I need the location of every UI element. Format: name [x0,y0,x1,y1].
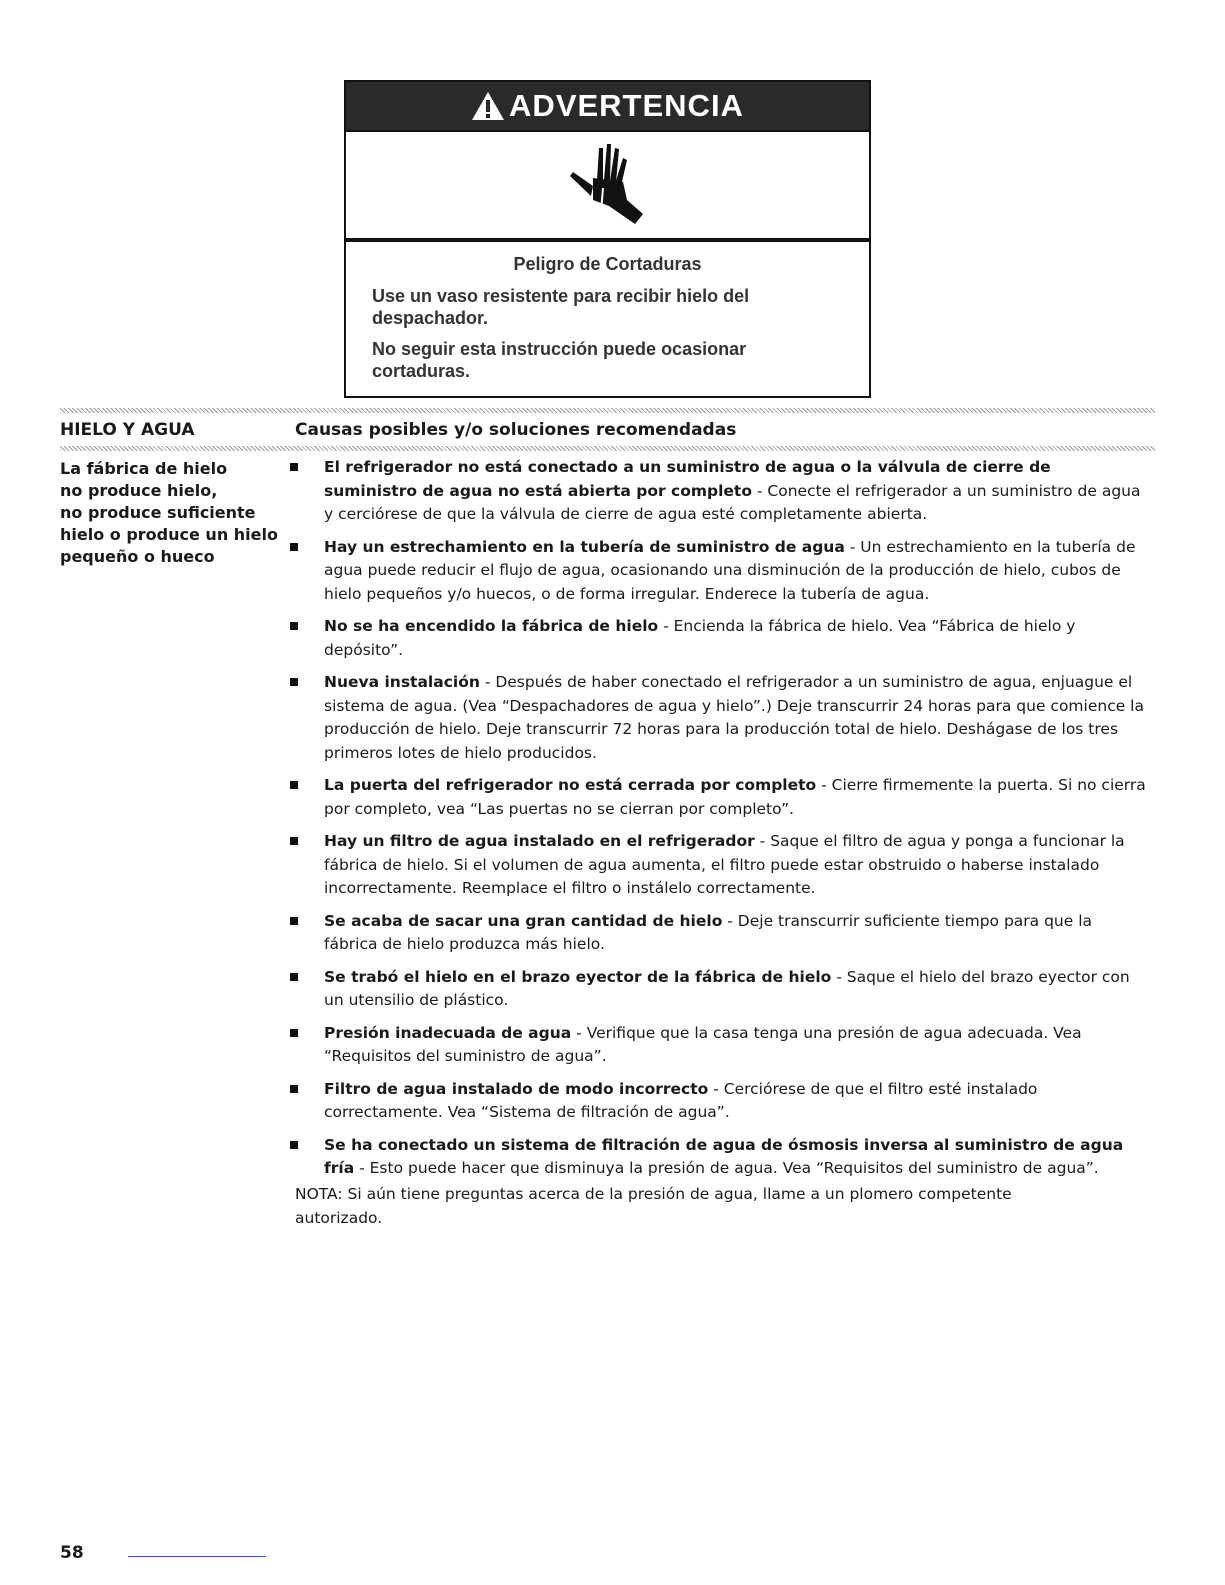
bullet-icon [290,917,298,925]
warning-triangle-icon [471,91,505,121]
causes-list [286,456,1146,1190]
bullet-icon [290,543,298,551]
bullet-icon [290,463,298,471]
symptom-line: pequeño o hueco [60,547,215,566]
cause-lead: Presión inadecuada de agua [324,1023,572,1042]
causes-heading: Causas posibles y/o soluciones recomendadas [295,420,737,440]
cause-lead: Nueva instalación [324,673,480,691]
cause-text: - Cerciórese de que el filtro esté instalado correctamente. Vea “Sistema de filtración de agua”. [324,1079,1038,1121]
hand-cut-icon [563,140,653,230]
cause-text: - Después de haber conectado el refrigerador a un suministro de agua, enjuague el sistema de agua. (Vea “Despachadores de agua y hielo”.) Deje transcurrir 24 horas para que comience la producción de hielo. Deje transcurrir 72 horas para la producción total de hielo. Deshágase de los tres primeros lotes de hielo producidos. [324,673,1144,762]
bullet-icon [290,1029,298,1037]
cause-item [286,966,1146,1013]
header-bottom-rule [60,446,1155,451]
cause-lead: Se ha conectado un sistema de filtración de agua de ósmosis inversa al suministro de agua fría [324,1135,1124,1177]
cause-lead: El refrigerador no está conectado a un suministro de agua o la válvula de cierre de suministro de agua no está abierta por completo [324,458,1051,500]
cause-item [286,1078,1146,1125]
cause-text: - Deje transcurrir suficiente tiempo para que la fábrica de hielo produzca más hielo. [324,911,1093,953]
cause-item [286,536,1146,607]
cause-lead: No se ha encendido la fábrica de hielo [324,617,659,635]
cause-text: - Verifique que la casa tenga una presión de agua adecuada. Vea “Requisitos del suministro de agua”. [324,1023,1082,1065]
cause-lead: La puerta del refrigerador no está cerrada por completo [324,776,817,794]
cause-text: - Saque el filtro de agua y ponga a funcionar la fábrica de hielo. Si el volumen de agua aumenta, el filtro puede estar obstruido o haberse instalado incorrectamente. Reemplace el filtro o instálelo correctamente. [324,832,1125,897]
symptom-text [60,458,285,568]
cause-item [286,671,1146,765]
cause-item [286,774,1146,821]
cause-text: - Saque el hielo del brazo eyector con un utensilio de plástico. [324,967,1130,1009]
cause-text: - Conecte el refrigerador a un suministro de agua y cerciórese de que la válvula de cierre de agua esté completamente abierta. [324,481,1141,523]
warning-title: Peligro de Cortaduras [513,254,702,274]
cause-text: - Esto puede hacer que disminuya la presión de agua. Vea “Requisitos del suministro de agua”. [354,1159,1099,1177]
cause-lead: Hay un estrechamiento en la tubería de suministro de agua [324,537,845,556]
page-number: 58 [60,1543,84,1563]
warning-instruction: Use un vaso resistente para recibir hielo del despachador. [372,286,750,328]
note-text: NOTA: Si aún tiene preguntas acerca de la presión de agua, llame a un plomero competente autorizado. [295,1185,1012,1227]
cause-item [286,830,1146,901]
symptom-line: no produce hielo, [60,481,218,500]
bullet-icon [290,622,298,630]
warning-header-label: ADVERTENCIA [509,88,744,123]
cause-item [286,1134,1146,1181]
cause-item [286,456,1146,527]
bullet-icon [290,973,298,981]
cause-lead: Hay un filtro de agua instalado en el refrigerador [324,832,755,850]
cause-item [286,615,1146,662]
cause-text: - Un estrechamiento en la tubería de agua puede reducir el flujo de agua, ocasionando una disminución de la producción de hielo, cubos de hielo pequeños y/o huecos, o de forma irregular. Enderece la tubería de agua. [324,537,1136,603]
cause-lead: Se trabó el hielo en el brazo eyector de la fábrica de hielo [324,967,832,986]
cause-lead: Filtro de agua instalado de modo incorrecto [324,1079,709,1098]
symptom-line: hielo o produce un hielo [60,525,278,544]
bullet-icon [290,1085,298,1093]
section-heading: HIELO Y AGUA [60,420,195,440]
bullet-icon [290,678,298,686]
bullet-icon [290,1141,298,1149]
cause-item [286,910,1146,957]
footer-underline [128,1556,266,1557]
cut-hazard-pictogram [346,132,869,242]
cause-text: - Cierre firmemente la puerta. Si no cierra por completo, vea “Las puertas no se cierran por completo”. [324,776,1146,818]
warning-header [346,82,869,132]
cause-lead: Se acaba de sacar una gran cantidad de hielo [324,911,723,930]
symptom-line: La fábrica de hielo [60,459,228,478]
bullet-icon [290,781,298,789]
warning-consequence: No seguir esta instrucción puede ocasionar cortaduras. [372,339,747,381]
cause-text: - Encienda la fábrica de hielo. Vea “Fábrica de hielo y depósito”. [324,617,1076,659]
warning-box [344,80,871,398]
header-top-rule [60,408,1155,413]
cause-item [286,1022,1146,1069]
symptom-line: no produce suficiente [60,503,256,522]
bullet-icon [290,837,298,845]
